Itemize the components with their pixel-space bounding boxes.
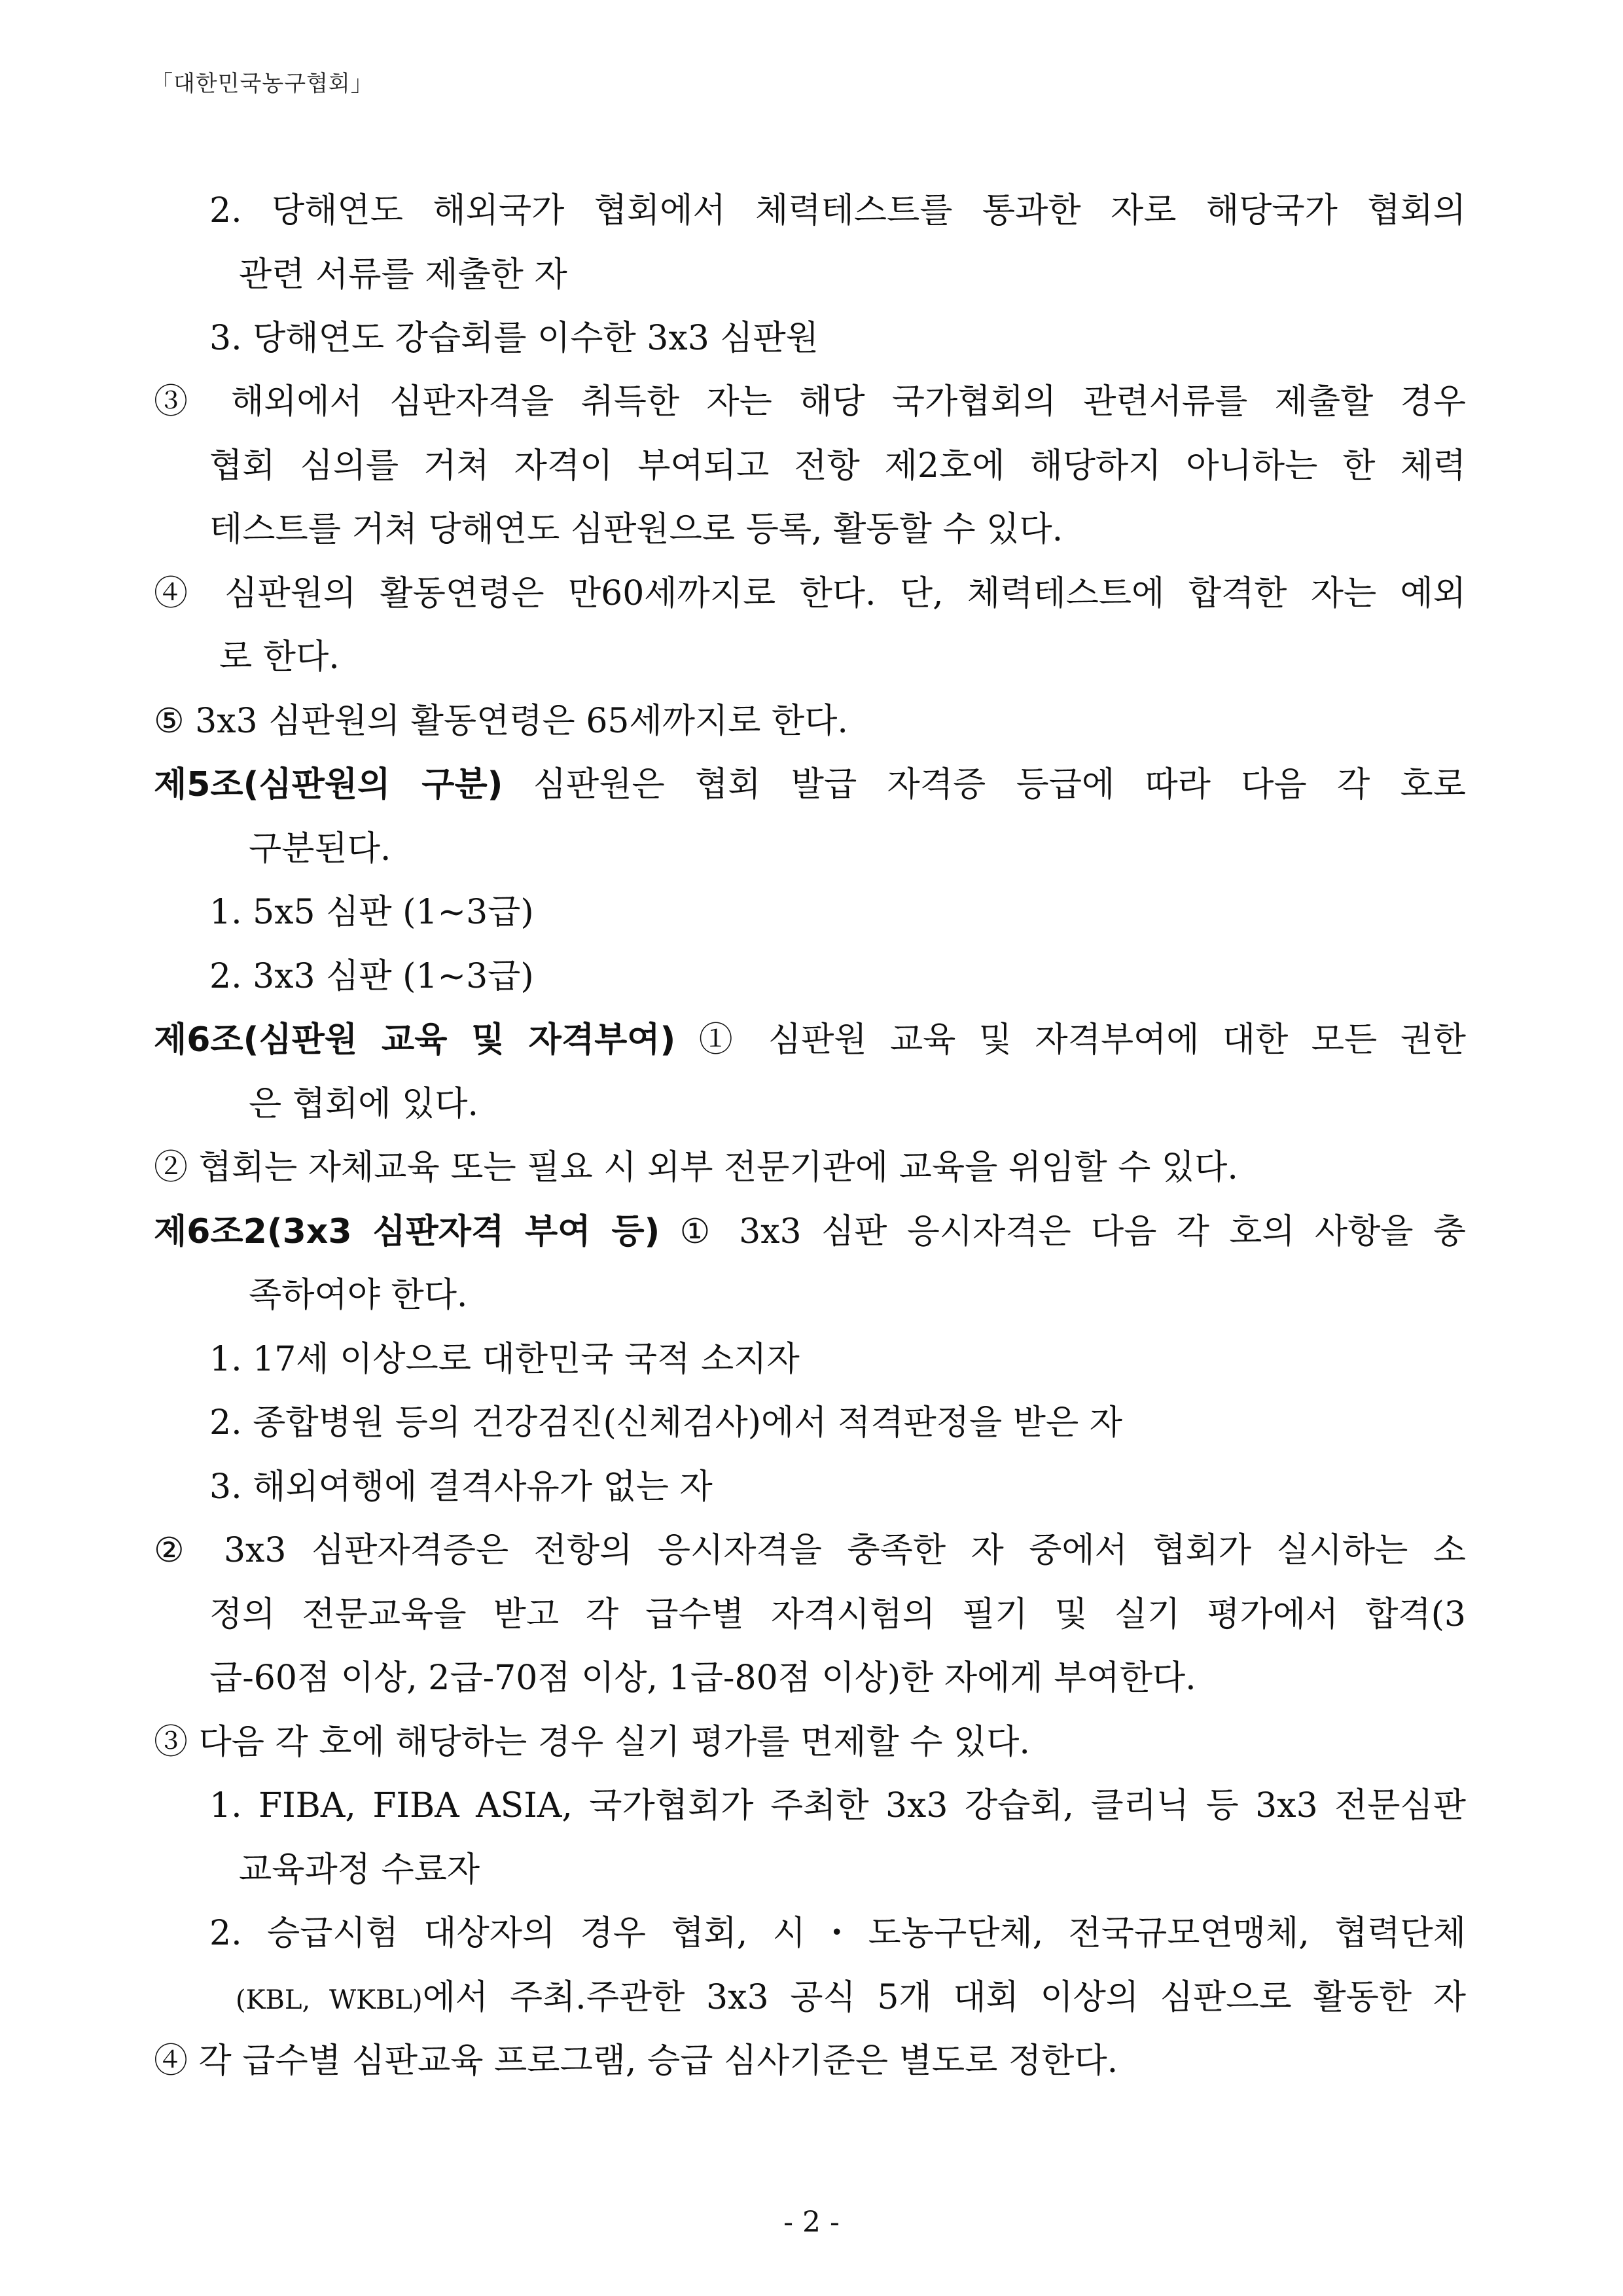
text-line: ④ 각 급수별 심판교육 프로그램, 승급 심사기준은 별도로 정한다. xyxy=(154,2041,1118,2081)
text-fragment: 에서 주최.주관한 3x3 공식 5개 대회 이상의 심판으로 활동한 자 xyxy=(422,1978,1466,2017)
text-line: ③ 다음 각 호에 해당하는 경우 실기 평가를 면제할 수 있다. xyxy=(154,1723,1030,1762)
article-6-line xyxy=(154,1019,1466,1061)
text-line: ② 협회는 자체교육 또는 필요 시 외부 전문기관에 교육을 위임할 수 있다. xyxy=(154,1148,1238,1187)
text-line: 은 협회에 있다. xyxy=(249,1085,478,1124)
text-line: 3. 당해연도 강습회를 이수한 3x3 심판원 xyxy=(209,319,819,358)
article-6-2-line xyxy=(154,1211,1466,1253)
text-line: 협회 심의를 거쳐 자격이 부여되고 전항 제2호에 해당하지 아니하는 한 체력 xyxy=(209,446,1466,486)
text-line: 정의 전문교육을 받고 각 급수별 자격시험의 필기 및 실기 평가에서 합격(3 xyxy=(209,1595,1466,1634)
article-heading: 제6조2(3x3 심판자격 부여 등) xyxy=(154,1212,660,1251)
text-line: 테스트를 거쳐 당해연도 심판원으로 등록, 활동할 수 있다. xyxy=(209,510,1063,549)
text-line: ⑤ 3x3 심판원의 활동연령은 65세까지로 한다. xyxy=(154,702,848,741)
text-line: 교육과정 수료자 xyxy=(239,1850,480,1890)
article-5-line xyxy=(154,764,1466,806)
text-line: 급-60점 이상, 2급-70점 이상, 1급-80점 이상)한 자에게 부여한다. xyxy=(209,1659,1196,1698)
text-line: ② 3x3 심판자격증은 전항의 응시자격을 충족한 자 중에서 협회가 실시하는 소 xyxy=(154,1531,1466,1570)
page-header: 「대한민국농구협회」 xyxy=(151,71,374,97)
article-heading: 제5조(심판원의 구분) xyxy=(154,765,503,804)
text-line: 2. 승급시험 대상자의 경우 협회, 시・도농구단체, 전국규모연맹체, 협력단체 xyxy=(209,1914,1466,1953)
article-text: ① 3x3 심판 응시자격은 다음 각 호의 사항을 충 xyxy=(679,1212,1467,1251)
text-line: 3. 해외여행에 결격사유가 없는 자 xyxy=(209,1467,713,1507)
text-line: 2. 3x3 심판 (1~3급) xyxy=(209,957,534,996)
text-line: 로 한다. xyxy=(219,637,340,677)
article-text: ① 심판원 교육 및 자격부여에 대한 모든 권한 xyxy=(698,1020,1467,1060)
text-line: ③ 해외에서 심판자격을 취득한 자는 해당 국가협회의 관련서류를 제출할 경우 xyxy=(154,382,1466,422)
article-heading: 제6조(심판원 교육 및 자격부여) xyxy=(154,1020,676,1060)
article-text: 심판원은 협회 발급 자격증 등급에 따라 다음 각 호로 xyxy=(533,765,1466,804)
text-line: 구분된다. xyxy=(249,829,391,869)
text-line xyxy=(236,1977,1466,2021)
text-line: 2. 종합병원 등의 건강검진(신체검사)에서 적격판정을 받은 자 xyxy=(209,1403,1122,1443)
text-line: 1. 5x5 심판 (1~3급) xyxy=(209,893,534,932)
text-line: 족하여야 한다. xyxy=(249,1276,468,1315)
page-number: - 2 - xyxy=(783,2206,840,2239)
text-line: 2. 당해연도 해외국가 협회에서 체력테스트를 통과한 자로 해당국가 협회의 xyxy=(209,191,1466,230)
text-line: ④ 심판원의 활동연령은 만60세까지로 한다. 단, 체력테스트에 합격한 자는 예외 xyxy=(154,574,1466,613)
text-fragment: (KBL, WKBL) xyxy=(236,1985,423,2015)
text-line: 관련 서류를 제출한 자 xyxy=(239,255,567,295)
text-line: 1. 17세 이상으로 대한민국 국적 소지자 xyxy=(209,1340,800,1379)
text-line: 1. FIBA, FIBA ASIA, 국가협회가 주최한 3x3 강습회, 클리닉 등 3x3 전문심판 xyxy=(209,1786,1466,1825)
